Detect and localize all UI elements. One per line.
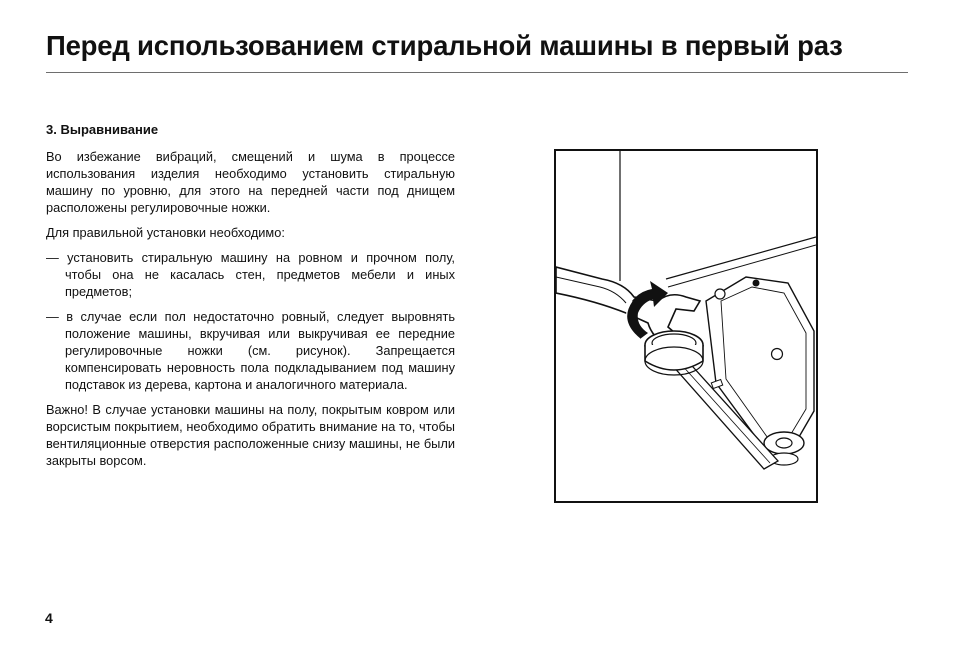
base-frame-icon [706,277,814,465]
list-item: — в случае если пол недостаточно ровный, следует выровнять положение машины, вкручивая или выкручивая ее передние регулировочные ножки (см. рисунок). Запрещается компенсировать неровность пола подкладыванием под машину подставок из дерева, картона и аналогичного материала. [46,309,455,392]
list-item: — установить стиральную машину на ровном и прочном полу, чтобы она не касалась стен, предметов мебели и иных предметов; [46,250,455,299]
important-note: Важно! В случае установки машины на полу, покрытым ковром или ворсистым покрытием, необходимо обратить внимание на то, чтобы вентиляционные отверстия расположенные снизу машины, не были закрыты ворсом. [46,402,455,468]
intro-paragraph: Во избежание вибраций, смещений и шума в процессе использования изделия необходимо установить стиральную машину по уровню, для этого на передней части под днищем расположены регулировочные ножки. [46,149,455,215]
title-divider [46,72,908,73]
leveling-section [46,121,455,477]
section-heading: 3. Выравнивание [46,122,159,137]
page-number: 4 [45,610,53,626]
lead-paragraph: Для правильной установки необходимо: [46,225,285,240]
page-title: Перед использованием стиральной машины в первый раз [46,30,843,61]
leveling-illustration [554,149,818,503]
